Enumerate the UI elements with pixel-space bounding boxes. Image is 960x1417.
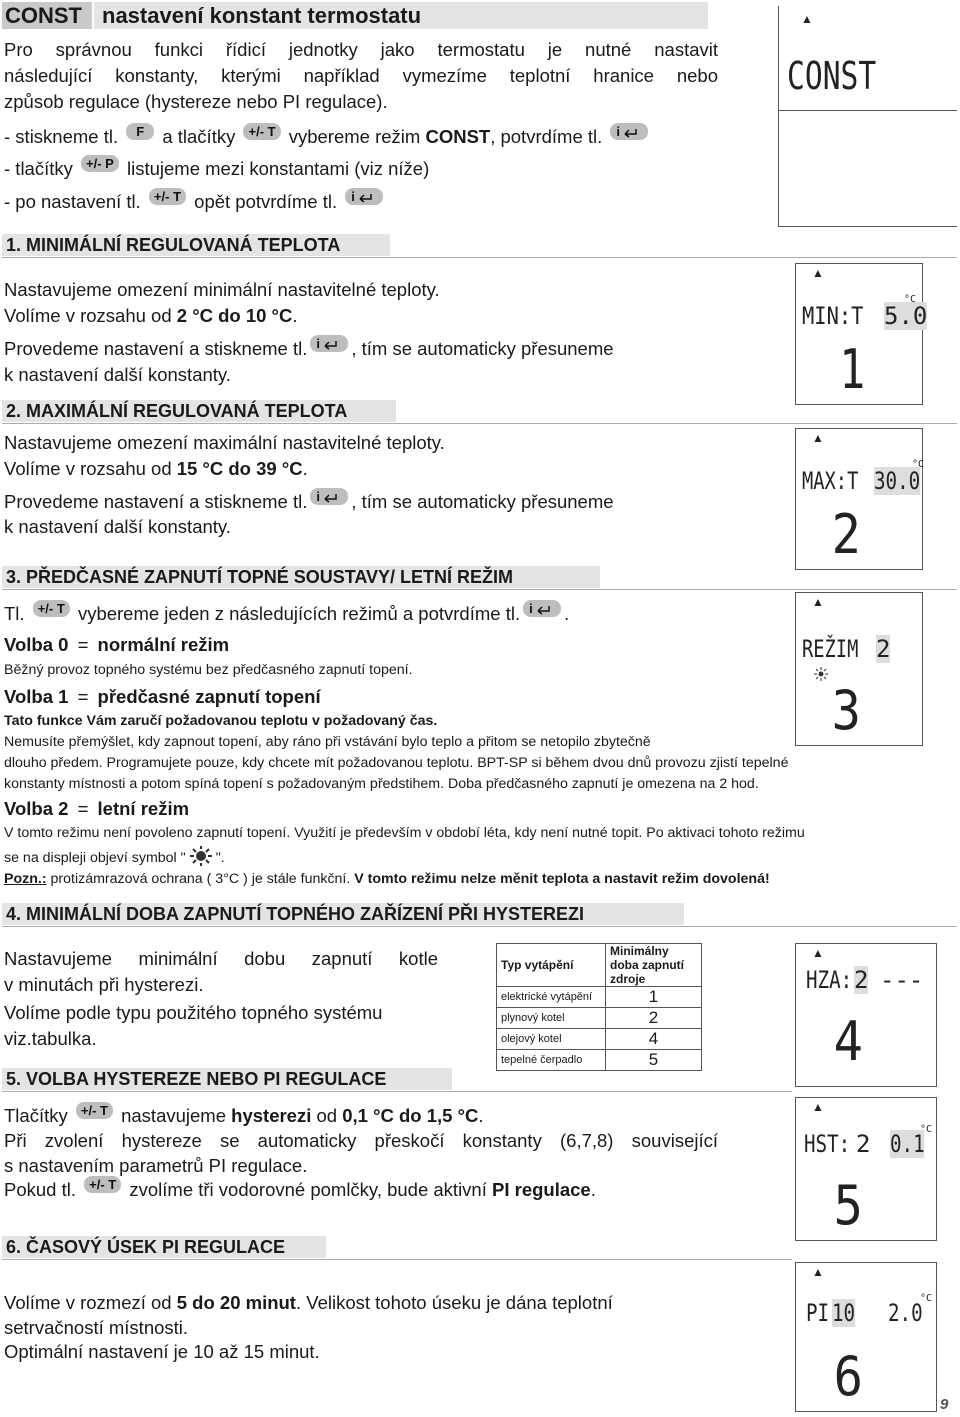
sec5-line-3: s nastavením parametrů PI regulace.: [4, 1155, 308, 1176]
enter-button: i: [610, 123, 648, 140]
lcd-display-max-t: [795, 428, 923, 570]
sec2-line-3: Provedeme nastavení a stiskneme tl. i , tím se automaticky přesuneme: [4, 489, 614, 512]
pozn-line: Pozn.: protizámrazová ochrana ( 3°C ) je stále funkční. V tomto režimu nelze měnit teplota a nastavit režim dovolená!: [4, 871, 770, 887]
title-code: CONST: [5, 3, 82, 28]
up-arrow-icon: ▲: [812, 1265, 824, 1279]
section-divider: [2, 1259, 792, 1260]
sec1-line-4: k nastavení další konstanty.: [4, 364, 231, 385]
sun-icon: [188, 846, 214, 866]
table-cell-value: 1: [606, 987, 702, 1008]
lcd-label: CONST: [787, 54, 877, 98]
sec6-line-3: Optimální nastavení je 10 až 15 minut.: [4, 1341, 320, 1362]
sec2-line-4: k nastavení další konstanty.: [4, 516, 231, 537]
lcd-label: PI: [806, 1299, 830, 1327]
plus-minus-t-button: +/- T: [84, 1176, 121, 1193]
enter-button: i: [310, 488, 348, 505]
table-row: [497, 987, 702, 1008]
section-2-header: 2. MAXIMÁLNÍ REGULOVANÁ TEPLOTA: [2, 400, 396, 422]
lcd-value: 2: [856, 1130, 871, 1158]
section-divider: [2, 1091, 792, 1092]
sec3-line-1: Tl. +/- T vybereme jeden z následujících režimů a potvrdíme tl. i .: [4, 601, 570, 624]
table-cell-type: tepelné čerpadlo: [497, 1050, 606, 1071]
sec5-line-2: Při zvolení hystereze se automaticky přeskočí konstanty (6,7,8) související: [4, 1130, 718, 1151]
lcd-value-2: 0.1: [890, 1130, 925, 1158]
lcd-value: 2: [854, 966, 869, 994]
enter-arrow-icon: [357, 193, 373, 203]
lcd-value: 30.0: [874, 467, 921, 495]
section-divider: [2, 423, 957, 424]
enter-button: i: [345, 188, 383, 205]
lcd-display-hza: [795, 943, 937, 1087]
lcd-display-min-t: [795, 263, 928, 405]
sec5-line-1: Tlačítky +/- T nastavujeme hysterezi od 0,1 °C do 1,5 °C.: [4, 1103, 484, 1126]
lcd-label: HZA:: [806, 966, 853, 994]
lcd-unit: °C: [920, 1124, 933, 1135]
volba-1: Volba 1 = předčasné zapnutí topení: [4, 686, 321, 707]
page-title: [2, 2, 708, 29]
up-arrow-icon: ▲: [812, 431, 824, 445]
lcd-big-digit: 5: [833, 1174, 863, 1237]
up-arrow-icon: ▲: [801, 12, 813, 26]
plus-minus-t-button: +/- T: [76, 1102, 113, 1119]
intro-step-2: - tlačítky +/- P listujeme mezi konstantami (viz níže): [4, 156, 430, 179]
sec4-line-1: Nastavujeme minimální dobu zapnutí kotle: [4, 948, 438, 969]
enter-button: i: [310, 335, 348, 352]
lcd-value: 5.0: [884, 302, 928, 330]
intro-line-3: způsob regulace (hystereze nebo PI regulace).: [4, 91, 388, 112]
section-5-header: 5. VOLBA HYSTEREZE NEBO PI REGULACE: [2, 1068, 452, 1090]
volba-2-desc-1: V tomto režimu není povoleno zapnutí topení. Využití je především v období léta, kdy není nutné topit. Po aktivaci tohoto režimu: [4, 825, 805, 841]
lcd-label: MIN:T: [802, 302, 864, 330]
section-divider: [2, 589, 957, 590]
table-header-type: Typ vytápění: [497, 944, 606, 987]
volba-2: Volba 2 = letní režim: [4, 798, 190, 819]
lcd-unit: °C: [912, 459, 925, 470]
up-arrow-icon: ▲: [812, 946, 824, 960]
f-button: F: [126, 123, 154, 140]
intro-line-1: Pro správnou funkci řídicí jednotky jako termostatu je nutné nastavit: [4, 39, 718, 60]
volba-1-desc-1: Nemusíte přemýšlet, kdy zapnout topení, aby ráno při vstávání bylo teplo a přitom se netopilo zbytečně: [4, 734, 651, 750]
sec4-line-4: viz.tabulka.: [4, 1028, 97, 1049]
table-cell-type: plynový kotel: [497, 1008, 606, 1029]
lcd-divider: [779, 110, 957, 111]
sec6-line-2: setrvačností místnosti.: [4, 1317, 189, 1338]
sec4-line-2: v minutách při hysterezi.: [4, 974, 204, 995]
lcd-big-digit: 6: [833, 1345, 863, 1408]
table-row: [497, 1008, 702, 1029]
plus-minus-t-button: +/- T: [243, 123, 280, 140]
lcd-label: MAX:T: [802, 467, 859, 495]
sec6-line-1: Volíme v rozmezí od 5 do 20 minut. Velikost tohoto úseku je dána teplotní: [4, 1292, 613, 1313]
table-cell-value: 2: [606, 1008, 702, 1029]
lcd-display-hst: [795, 1097, 937, 1241]
table-header-time: Minimálny doba zapnutí zdroje: [606, 944, 702, 987]
volba-0-desc: Běžný provoz topného systému bez předčasného zapnutí topení.: [4, 662, 413, 678]
sec1-line-2: Volíme v rozsahu od 2 °C do 10 °C.: [4, 305, 298, 326]
lcd-unit: °C: [904, 294, 917, 305]
plus-minus-t-button: +/- T: [33, 600, 70, 617]
table-row: [497, 1029, 702, 1050]
heating-table: [496, 943, 702, 1071]
table-cell-value: 4: [606, 1029, 702, 1050]
up-arrow-icon: ▲: [812, 1100, 824, 1114]
lcd-big-digit: 1: [839, 338, 866, 401]
table-cell-type: elektrické vytápění: [497, 987, 606, 1008]
lcd-big-digit: 3: [831, 679, 861, 742]
intro-line-2: následující konstanty, kterými například vymezíme teplotní hranice nebo: [4, 65, 718, 86]
lcd-value: 10: [832, 1299, 856, 1327]
lcd-display-rezim: [795, 592, 923, 746]
title-text: nastavení konstant termostatu: [102, 3, 422, 28]
lcd-dashes: ---: [880, 966, 924, 994]
lcd-value: 2: [876, 635, 891, 663]
volba-1-highlight: Tato funkce Vám zaručí požadovanou teplotu v požadovaný čas.: [4, 713, 438, 729]
volba-1-desc-2: dlouho předem. Programujete pouze, kdy chcete mít požadovanou teplotu. BPT-SP si během dvou dnů provozu zjistí tepelné: [4, 755, 789, 771]
enter-button: i: [523, 600, 561, 617]
volba-0: Volba 0 = normální režim: [4, 634, 230, 655]
sec4-line-3: Volíme podle typu použitého topného systému: [4, 1002, 383, 1023]
sec1-line-1: Nastavujeme omezení minimální nastavitelné teploty.: [4, 279, 440, 300]
section-divider: [2, 257, 957, 258]
sec2-line-2: Volíme v rozsahu od 15 °C do 39 °C.: [4, 458, 308, 479]
section-4-header: 4. MINIMÁLNÍ DOBA ZAPNUTÍ TOPNÉHO ZAŘÍZENÍ PŘI HYSTEREZI: [2, 903, 684, 925]
enter-arrow-icon: [322, 493, 338, 503]
table-cell-value: 5: [606, 1050, 702, 1071]
lcd-value-2: 2.0: [888, 1299, 923, 1327]
intro-step-3: - po nastavení tl. +/- T opět potvrdíme tl. i: [4, 188, 386, 215]
lcd-big-digit: 2: [831, 503, 861, 566]
section-3-header: 3. PŘEDČASNÉ ZAPNUTÍ TOPNÉ SOUSTAVY/ LETNÍ REŽIM: [2, 566, 600, 588]
sec5-line-4: Pokud tl. +/- T zvolíme tři vodorovné pomlčky, bude aktivní PI regulace.: [4, 1177, 596, 1200]
volba-2-desc-2: se na displeji objeví symbol " ".: [4, 846, 225, 869]
enter-arrow-icon: [622, 128, 638, 138]
lcd-label: REŽIM: [802, 635, 859, 663]
lcd-display-const: [778, 6, 957, 227]
table-cell-type: olejový kotel: [497, 1029, 606, 1050]
intro-step-1: - stiskneme tl. F a tlačítky +/- T vybereme režim CONST, potvrdíme tl. i: [4, 123, 651, 150]
sec1-line-3: Provedeme nastavení a stiskneme tl. i , tím se automaticky přesuneme: [4, 336, 614, 359]
table-row: [497, 1050, 702, 1071]
table-header-row: [497, 944, 702, 987]
section-6-header: 6. ČASOVÝ ÚSEK PI REGULACE: [2, 1236, 326, 1258]
plus-minus-p-button: +/- P: [81, 155, 119, 172]
enter-arrow-icon: [535, 605, 551, 615]
plus-minus-t-button: +/- T: [149, 188, 186, 205]
up-arrow-icon: ▲: [812, 266, 824, 280]
page-number: 9: [940, 1396, 949, 1413]
sec2-line-1: Nastavujeme omezení maximální nastavitelné teploty.: [4, 432, 445, 453]
volba-1-desc-3: konstanty místnosti a potom spíná topení s požadovaným předstihem. Doba předčasného zapnutí je omezena na 2 hod.: [4, 776, 759, 792]
lcd-display-pi: [795, 1262, 937, 1412]
lcd-unit: °C: [920, 1293, 933, 1304]
up-arrow-icon: ▲: [812, 595, 824, 609]
sun-icon: [814, 667, 828, 681]
section-1-header: 1. MINIMÁLNÍ REGULOVANÁ TEPLOTA: [2, 234, 390, 256]
section-divider: [2, 926, 957, 927]
enter-arrow-icon: [322, 340, 338, 350]
lcd-big-digit: 4: [833, 1010, 863, 1073]
lcd-label: HST:: [804, 1130, 851, 1158]
